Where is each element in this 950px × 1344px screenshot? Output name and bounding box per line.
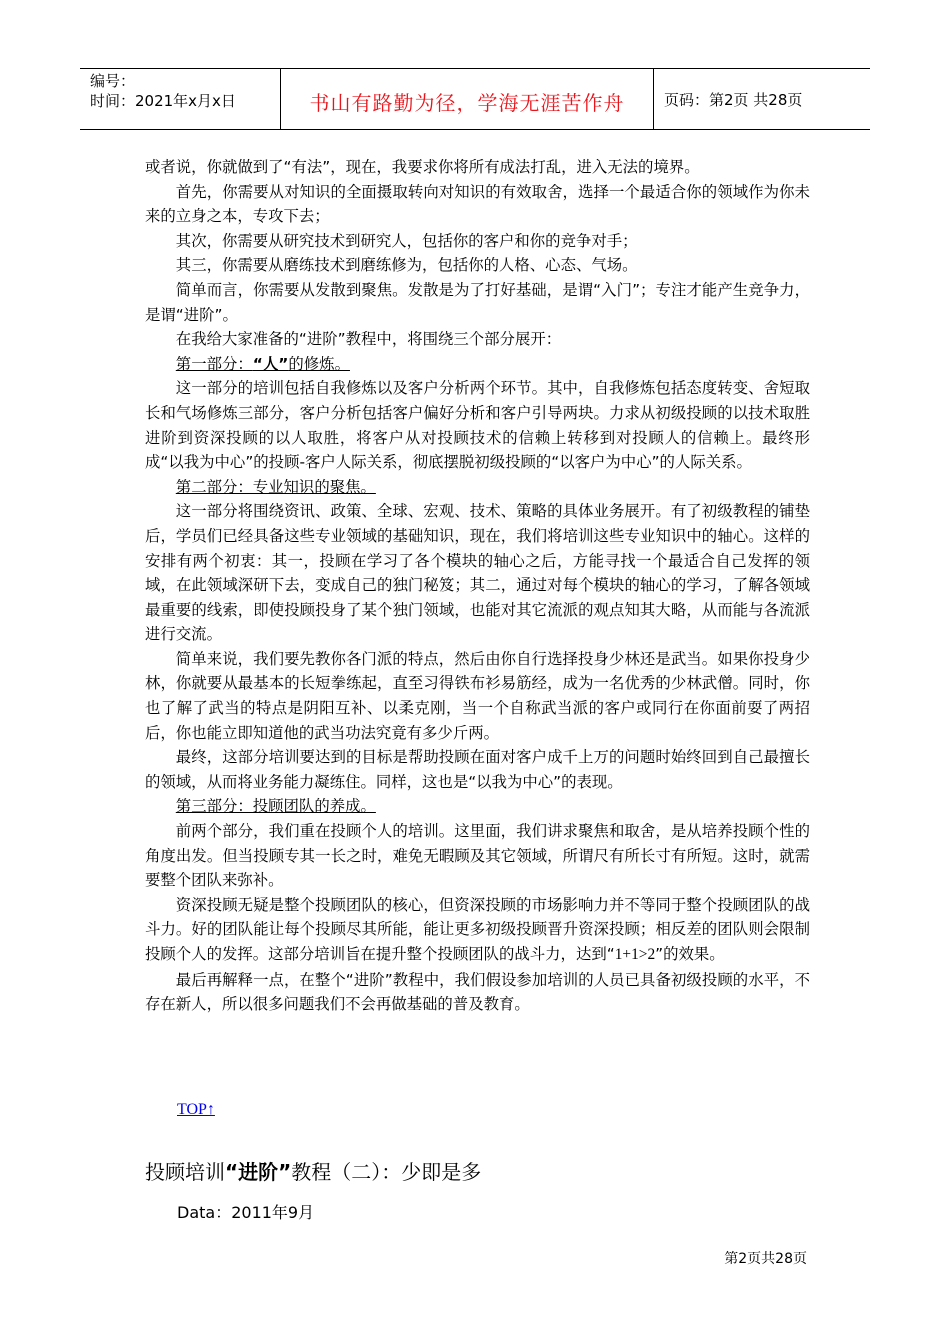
paragraph: 在我给大家准备的“进阶”教程中，将围绕三个部分展开： [175, 330, 562, 349]
header-motto: 书山有路勤为径，学海无涯苦作舟 [309, 91, 625, 115]
section-date: Data：2011年9月 [177, 1203, 315, 1222]
paragraph [145, 893, 810, 968]
part3-body2-post: ”的效果。 [655, 945, 725, 963]
part1-heading [145, 352, 810, 377]
formula: 1+1>2 [614, 946, 656, 963]
page-header [80, 68, 870, 130]
header-motto-cell [281, 69, 654, 129]
part3-heading-text: 第三部分：投顾团队的养成。 [175, 797, 376, 816]
paragraph: 前两个部分，我们重在投顾个人的培训。这里面，我们讲求聚焦和取舍，是从培养投顾个性的角度出发。但当投顾专其一长之时，难免无暇顾及其它领域，所谓尺有所长寸有所短。这时，就需要整个团队来弥补。 [145, 822, 810, 890]
top-link[interactable]: TOP↑ [177, 1101, 215, 1118]
paragraph: 这一部分将围绕资讯、政策、全球、宏观、技术、策略的具体业务展开。有了初级教程的铺垫后，学员们已经具备这些专业领域的基础知识，现在，我们将培训这些专业知识中的轴心。这样的安排有两个初衷：其一，投顾在学习了各个模块的轴心之后，方能寻找一个最适合自己发挥的领域，在此领域深研下去，变成自己的独门秘笈；其二，通过对每个模块的轴心的学习，了解各领域最重要的线索，即使投顾投身了某个独门领域，也能对其它流派的观点知其大略，从而能与各流派进行交流。 [145, 502, 810, 644]
part2-heading-text: 第二部分：专业知识的聚焦。 [175, 477, 376, 496]
part2-heading [145, 475, 810, 500]
section-title-post: 教程（二）：少即是多 [291, 1160, 482, 1184]
section-title-bold: “进阶” [225, 1160, 292, 1184]
paragraph: 简单而言，你需要从发散到聚焦。发散是为了打好基础，是谓“入门”；专注才能产生竞争力，是谓“进阶”。 [145, 280, 810, 324]
part1-heading-bold: “人” [252, 354, 289, 373]
paragraph: 简单来说，我们要先教你各门派的特点，然后由你自行选择投身少林还是武当。如果你投身少林，你就要从最基本的长短拳练起，直至习得铁布衫易筋经，成为一名优秀的少林武僧。同时，你也了解了武当的特点是阴阳互补、以柔克刚，当一个自称武当派的客户或同行在你面前耍了两招后，你也能立即知道他的武当功法究竟有多少斤两。 [145, 649, 810, 742]
paragraph: 最后再解释一点，在整个“进阶”教程中，我们假设参加培训的人员已具备初级投顾的水平，不存在新人，所以很多问题我们不会再做基础的普及教育。 [145, 970, 810, 1014]
paragraph: 首先，你需要从对知识的全面摄取转向对知识的有效取舍，选择一个最适合你的领域作为你未来的立身之本，专攻下去； [145, 182, 810, 226]
paragraph: 其三，你需要从磨练技术到磨练修为，包括你的人格、心态、气场。 [175, 256, 638, 275]
part1-heading-post: 的修炼。 [288, 354, 350, 373]
part3-heading [145, 794, 810, 819]
paragraph: 这一部分的培训包括自我修炼以及客户分析两个环节。其中，自我修炼包括态度转变、舍短取长和气场修炼三部分，客户分析包括客户偏好分析和客户引导两块。力求从初级投顾的以技术取胜进阶到资深投顾的以人取胜，将客户从对投顾技术的信赖上转移到对投顾人的信赖上。最终形成“以我为中心”的投顾-客户人际关系，彻底摆脱初级投顾的“以客户为中心”的人际关系。 [145, 379, 810, 472]
paragraph: 其次，你需要从研究技术到研究人，包括你的客户和你的竞争对手； [175, 231, 638, 250]
document-number-label: 编号： [90, 72, 136, 90]
page-footer: 第2页共28页 [724, 1251, 807, 1267]
document-time-label: 时间：2021年x月x日 [90, 92, 236, 110]
paragraph: 最终，这部分培训要达到的目标是帮助投顾在面对客户成千上万的问题时始终回到自己最擅长的领域，从而将业务能力凝练住。同样，这也是“以我为中心”的表现。 [145, 748, 810, 791]
part1-heading-pre: 第一部分： [175, 354, 253, 373]
paragraph: 或者说，你就做到了“有法”，现在，我要求你将所有成法打乱，进入无法的境界。 [145, 158, 700, 176]
section-title [145, 1156, 481, 1185]
part3-body2-pre: 资深投顾无疑是整个投顾团队的核心，但资深投顾的市场影响力并不等同于整个投顾团队的战斗力。好的团队能让每个投顾尽其所能，能让更多初级投顾晋升资深投顾；相反差的团队则会限制投顾个人的发挥。这部分培训旨在提升整个投顾团队的战斗力，达到“ [145, 895, 810, 963]
document-body [145, 155, 810, 1017]
header-page-info: 页码：第2页 共28页 [664, 91, 803, 109]
header-meta [80, 69, 281, 129]
section-title-pre: 投顾培训 [145, 1160, 225, 1184]
